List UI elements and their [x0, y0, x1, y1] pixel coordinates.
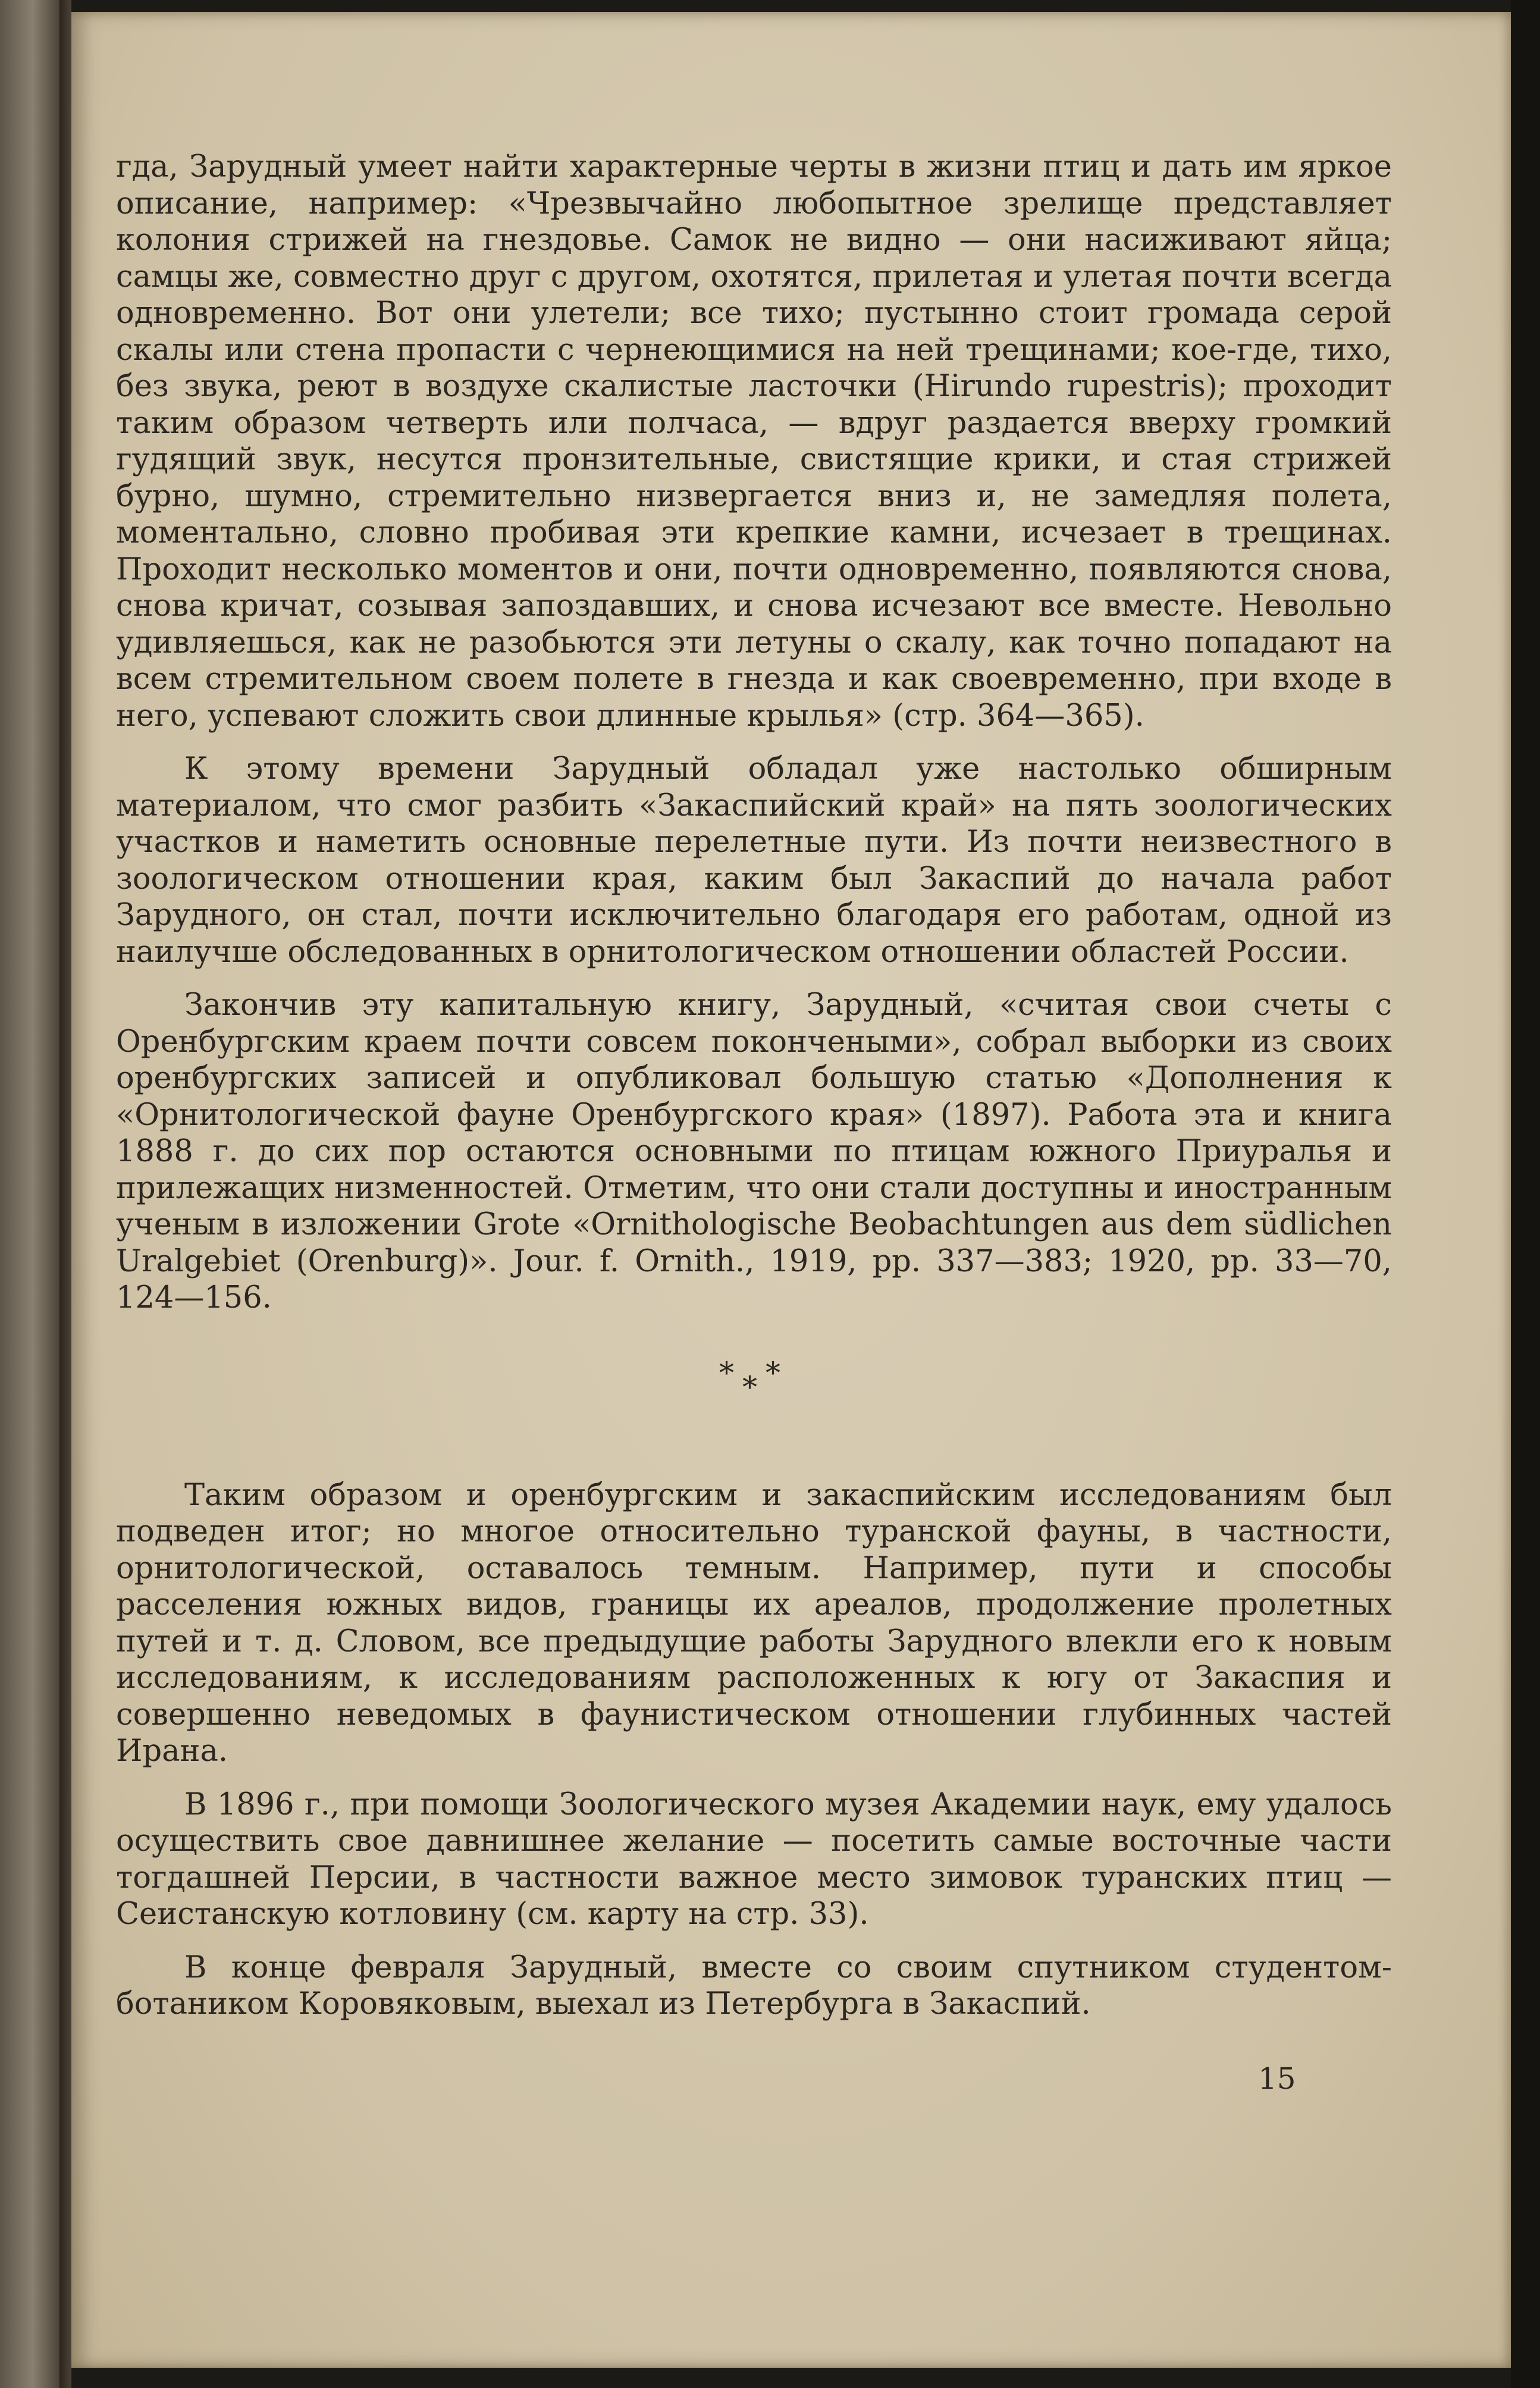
facing-page-edge: [0, 0, 59, 2388]
paragraph-2: К этому времени Зарудный обладал уже настолько обширным материалом, что смог разбить «Закаспийский край» на пять зоологических участков и наметить основные перелетные пути. Из почти неизвестного в зоологическом отношении края, каким был Закаспий до начала работ Зарудного, он стал, почти исключительно благодаря его работам, одной из наилучше обследованных в орнитологическом отношении областей России.: [116, 751, 1392, 970]
scan-background: [1511, 0, 1540, 2388]
paragraph-3: Закончив эту капитальную книгу, Зарудный, «считая свои счеты с Оренбургским краем почти совсем покончеными», собрал выборки из своих оренбургских записей и опубликовал большую статью «Дополнения к «Орнитологической фауне Оренбургского края» (1897). Работа эта и книга 1888 г. до сих пор остаются основными по птицам южного Приуралья и прилежащих низменностей. Отметим, что они стали доступны и иностранным ученым в изложении Grote «Ornithologische Beobachtungen aus dem südlichen Uralgebiet (Orenburg)». Jour. f. Ornith., 1919, pp. 337—383; 1920, pp. 33—70, 124—156.: [116, 988, 1392, 1315]
separator-star-right: *: [766, 1355, 789, 1390]
book-page: [71, 12, 1511, 2368]
paragraph-6: В конце февраля Зарудный, вместе со своим спутником студентом-ботаником Коровяковым, выехал из Петербурга в Закаспий.: [116, 1950, 1392, 2022]
separator-star-middle: *: [742, 1370, 766, 1405]
separator-star-left: *: [719, 1355, 742, 1390]
paragraph-1: гда, Зарудный умеет найти характерные черты в жизни птиц и дать им яркое описание, например: «Чрезвычайно любопытное зрелище представляет колония стрижей на гнездовье. Самок не видно — они насиживают яйца; самцы же, совместно друг с другом, охотятся, прилетая и улетая почти всегда одновременно. Вот они улетели; все тихо; пустынно стоит громада серой скалы или стена пропасти с чернеющимися на ней трещинами; кое-где, тихо, без звука, реют в воздухе скалистые ласточки (Hirundo rupestris); проходит таким образом четверть или полчаса, — вдруг раздается вверху громкий гудящий звук, несутся пронзительные, свистящие крики, и стая стрижей бурно, шумно, стремительно низвергается вниз и, не замедляя полета, моментально, словно пробивая эти крепкие камни, исчезает в трещинах. Проходит несколько моментов и они, почти одновременно, появляются снова, снова кричат, созывая запоздавших, и снова исчезают все вместе. Невольно удивляешься, как не разобьются эти летуны о скалу, как точно попадают на всем стремительном своем полете в гнезда и как своевременно, при входе в него, успевают сложить свои длинные крылья» (стр. 364—365).: [116, 149, 1392, 734]
book-gutter: [59, 0, 71, 2388]
section-separator: [116, 1355, 1392, 1405]
paragraph-5: В 1896 г., при помощи Зоологического музея Академии наук, ему удалось осуществить свое давнишнее желание — посетить самые восточные части тогдашней Персии, в частности важное место зимовок туранских птиц — Сеистанскую котловину (см. карту на стр. 33).: [116, 1787, 1392, 1932]
page-number: 15: [1258, 2061, 1296, 2096]
paragraph-4: Таким образом и оренбургским и закаспийским исследованиям был подведен итог; но многое относительно туранской фауны, в частности, орнитологической, оставалось темным. Например, пути и способы расселения южных видов, границы их ареалов, продолжение пролетных путей и т. д. Словом, все предыдущие работы Зарудного влекли его к новым исследованиям, к исследованиям расположенных к югу от Закаспия и совершенно неведомых в фаунистическом отношении глубинных частей Ирана.: [116, 1477, 1392, 1769]
page-text: [116, 149, 1392, 2039]
